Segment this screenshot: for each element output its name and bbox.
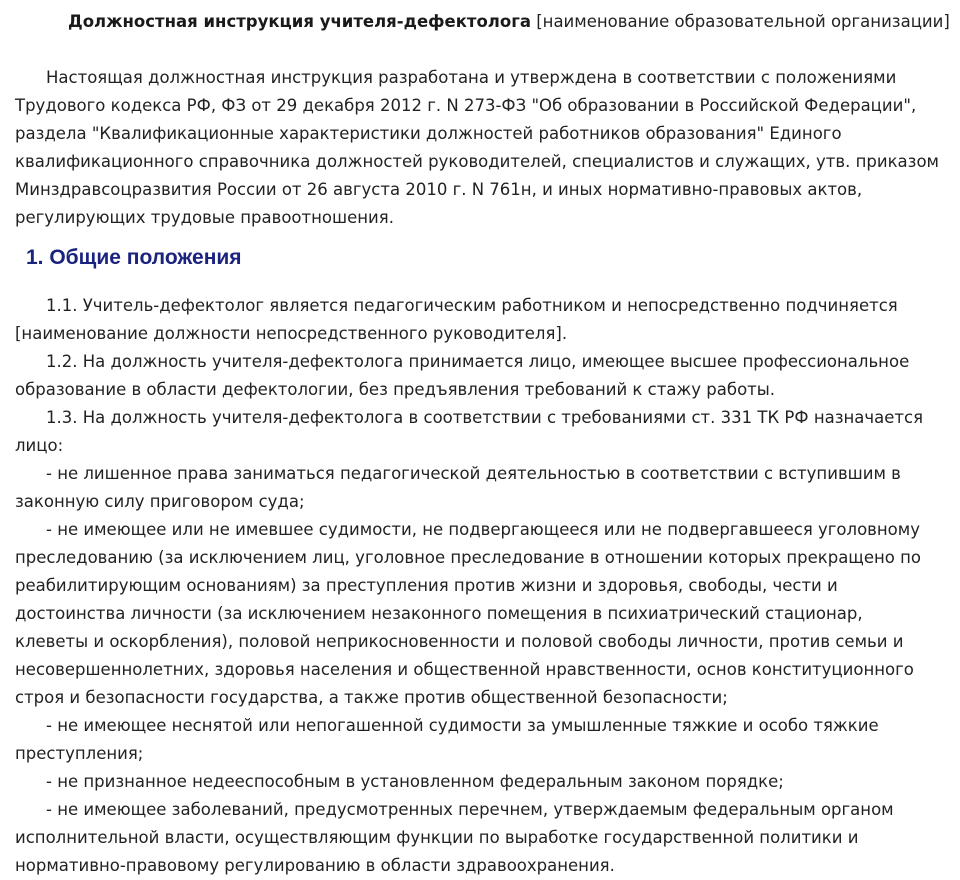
document-title (68, 10, 950, 34)
clause-1-2: 1.2. На должность учителя-дефектолога принимается лицо, имеющее высшее профессиональное образование в области дефектологии, без предъявления требований к стажу работы. (15, 352, 910, 399)
list-item: - не имеющее неснятой или непогашенной судимости за умышленные тяжкие и особо тяжкие преступления; (15, 716, 879, 763)
document-title-organization: [наименование образовательной организации] (536, 12, 950, 31)
list-item: - не лишенное права заниматься педагогической деятельностью в соответствии с вступившим в законную силу приговором суда; (15, 464, 901, 511)
list-item: - не признанное недееспособным в установленном федеральным законом порядке; (46, 772, 784, 791)
intro-paragraph: Настоящая должностная инструкция разработана и утверждена в соответствии с положениями Трудового кодекса РФ, ФЗ от 29 декабря 2012 г. N 273-ФЗ "Об образовании в Российской Федерации", раздела "Квалификационные характеристики должностей работников образования" Единого квалификационного справочника должностей руководителей, специалистов и служащих, утв. приказом Минздравсоцразвития России от 26 августа 2010 г. N 761н, и иных нормативно-правовых актов, регулирующих трудовые правоотношения. (15, 68, 939, 227)
section-heading: 1. Общие положения (26, 246, 242, 269)
list-item: - не имеющее заболеваний, предусмотренных перечнем, утверждаемым федеральным органом исполнительной власти, осуществляющим функции по выработке государственной политики и нормативно-правовому регулированию в области здравоохранения. (15, 800, 894, 875)
clause-1-3: 1.3. На должность учителя-дефектолога в соответствии с требованиями ст. 331 ТК РФ назначается лицо: (15, 408, 924, 455)
section-items (15, 292, 940, 880)
list-item: - не имеющее или не имевшее судимости, не подвергающееся или не подвергавшееся уголовному преследованию (за исключением лиц, уголовное преследование в отношении которых прекращено по реабилитирующим основаниям) за преступления против жизни и здоровья, свободы, чести и достоинства личности (за исключением незаконного помещения в психиатрический стационар, клеветы и оскорбления), половой неприкосновенности и половой свободы личности, против семьи и несовершеннолетних, здоровья населения и общественной нравственности, основ конституционного строя и безопасности государства, а также против общественной безопасности; (15, 520, 922, 707)
clause-1-1: 1.1. Учитель-дефектолог является педагогическим работником и непосредственно подчиняется [наименование должности непосредственного руководителя]. (15, 296, 898, 343)
document-title-bold: Должностная инструкция учителя-дефектолога (68, 12, 531, 31)
